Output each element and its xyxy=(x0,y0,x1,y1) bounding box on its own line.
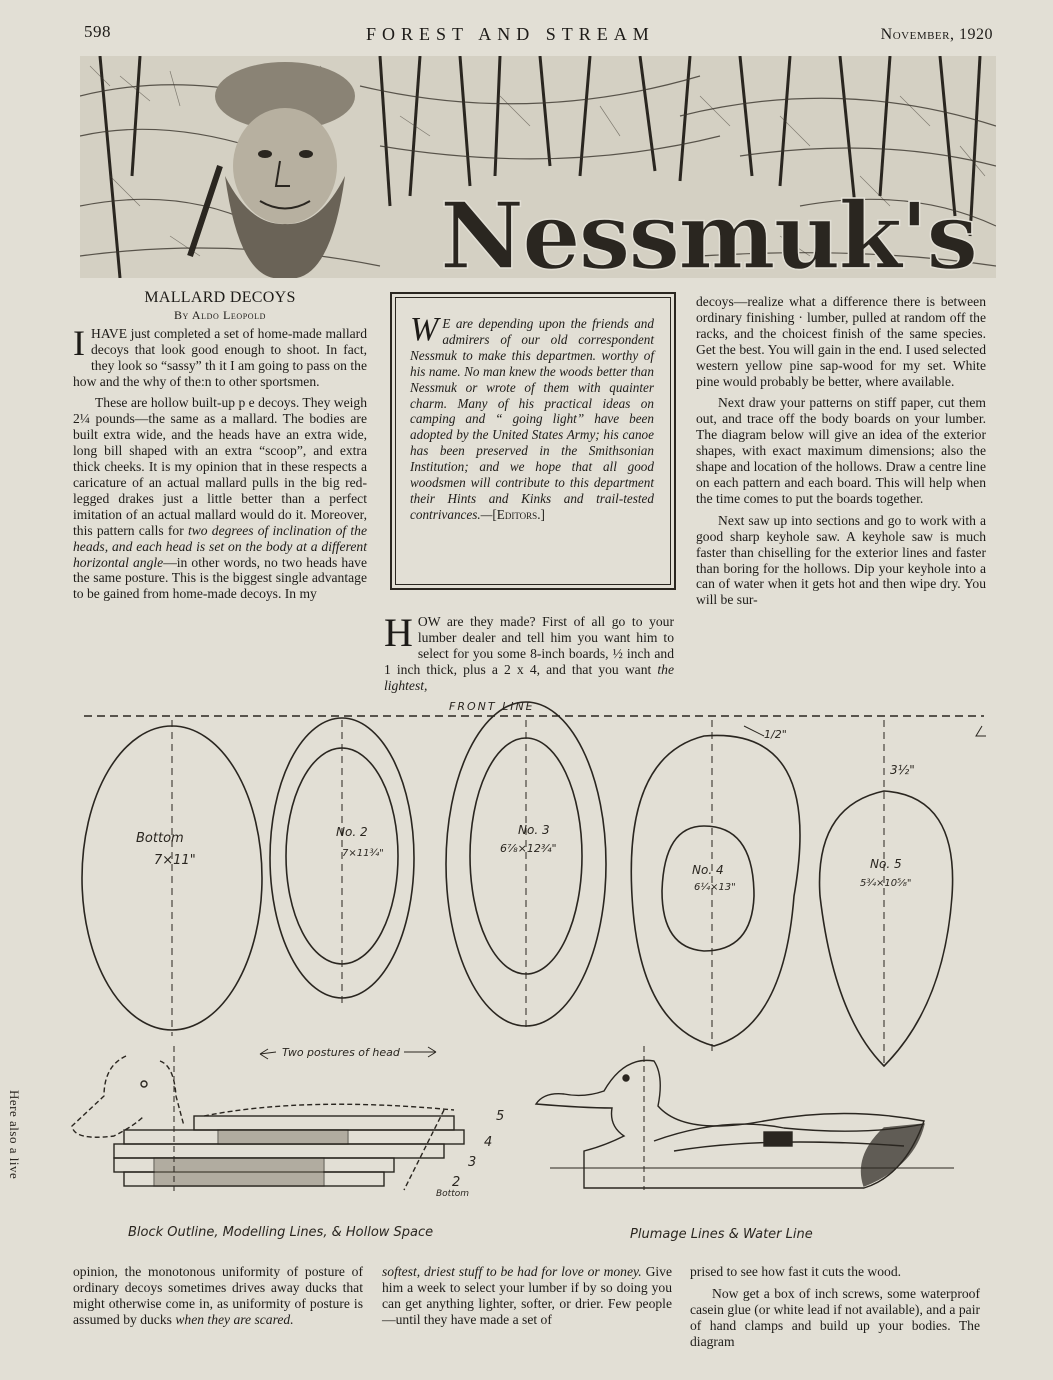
paragraph: Next saw up into sections and go to work with a good sharp keyhole saw. A keyhole saw is much faster than chiselling for the exterior lines and faster than boring for the hollows. Dip your keyhole into a can of water when it gets hot and then wipe dry. You will be sur- xyxy=(696,512,986,608)
paragraph xyxy=(73,395,367,602)
pattern-5-label: No. 5 xyxy=(870,857,902,871)
diagram-svg xyxy=(64,696,994,1256)
pattern-1-dims: 7×11" xyxy=(154,853,196,868)
editor-note-text: E are depending upon the friends and admirers of our old correspondent Nessmuk to make this departmen. worthy of his name. No man knew the woods better than Nessmuk or wrote of them with quainter charm. Many of his practical ideas on camping and “ going light” have been adopted by the United States Army; his canoe has been preserved in the Smithsonian Institution; and we hope that all good woodsmen will contribute to this department their Hints and Kinks and trail-tested contrivances.— xyxy=(410,316,654,522)
pattern-1-label: Bottom xyxy=(136,831,184,846)
issue-date: November, 1920 xyxy=(880,26,993,43)
paragraph xyxy=(73,1264,363,1328)
emphasis-text: softest, driest stuff to be had for love or money. xyxy=(382,1264,642,1279)
page-number: 598 xyxy=(84,22,111,41)
emphasis-text: when they are scared. xyxy=(175,1311,294,1327)
emphasis-text: the lightest, xyxy=(384,661,674,693)
bottom-column-3 xyxy=(690,1264,980,1356)
pattern-2-dims: 7×11¾" xyxy=(342,848,384,859)
drop-cap: W xyxy=(410,311,439,348)
magazine-title: FOREST AND STREAM xyxy=(366,24,655,44)
layer-label-bottom: Bottom xyxy=(436,1189,470,1199)
half-inch-label: 1/2" xyxy=(764,728,787,741)
column-3 xyxy=(696,294,986,614)
front-line-label: FRONT LINE xyxy=(449,700,535,713)
column-1 xyxy=(73,290,367,608)
paragraph-text: Give him a week to select your lumber if by so doing you can get anything lighter, softer, or drier. Few people—until they have made a set of xyxy=(382,1264,672,1327)
nessmuk-banner xyxy=(80,56,996,278)
paragraph: prised to see how fast it cuts the wood. xyxy=(690,1264,902,1279)
paragraph-text: These are hollow built-up p e decoys. They weigh 2¼ pounds—the same as a mallard. The bodies are built extra wide, and the heads have an extra wide, long bill shaped with an extra “scoop”, and extra thick cheeks. It is my opinion that in these respects a caricature of an actual mallard pulls in the big red-legged drakes just a little better than a perfect imitation of an actual mallard would do it. Moreover, this pattern calls for xyxy=(73,395,367,538)
plumage-decoy xyxy=(536,1046,954,1190)
postures-label: Two postures of head xyxy=(282,1046,400,1059)
banner-title: Nessmuk's xyxy=(440,182,977,278)
paragraph: Next draw your patterns on stiff paper, cut them out, and trace off the body boards on your lumber. The diagram below will give an idea of the exterior shapes, with exact maximum dimensions; also the shape and location of the hollows. Draw a centre line on each pattern and each board. This will help when the time comes to put the boards together. xyxy=(696,395,986,506)
paragraph-text: —in other words, no two heads have the same posture. This is the biggest single advantage to be gained from home-made decoys. In my xyxy=(73,554,367,602)
column-2 xyxy=(384,610,674,700)
caption-right: Plumage Lines & Water Line xyxy=(630,1227,813,1242)
pattern-5-outline xyxy=(820,791,953,1066)
paragraph xyxy=(384,610,674,694)
paragraph-text: opinion, the monotonous uniformity of posture of ordinary decoys sometimes drives away ducks that might otherwise come in, as uniformity of posture is assumed by ducks xyxy=(73,1264,363,1327)
paragraph-text: OW are they made? First of all go to your lumber dealer and tell him you want him to select for you some 8-inch boards, ½ inch and 1 inch thick, plus a 2 x 4, and that you want xyxy=(384,614,674,677)
editor-signature: [Editors.] xyxy=(492,506,545,522)
pattern-4-dims: 6¼×13" xyxy=(694,882,736,893)
caption-left: Block Outline, Modelling Lines, & Hollow Space xyxy=(128,1225,434,1240)
layer-label-4: 4 xyxy=(484,1135,493,1150)
article-byline: By Aldo Leopold xyxy=(173,307,267,322)
layer-label-3: 3 xyxy=(468,1155,477,1170)
pattern-3-label: No. 3 xyxy=(518,823,550,837)
margin-note: Here also a live xyxy=(7,1090,22,1180)
layer-label-5: 5 xyxy=(496,1109,505,1124)
pattern-5-dims: 5¾×10⁵⁄₈" xyxy=(860,878,912,889)
pattern-2-label: No. 2 xyxy=(336,825,368,839)
paragraph: decoys—realize what a difference there is between ordinary finishing · lumber, pulled at random off the racks, and the choicest finish of the same species. Get the best. You will gain in the end. I used selected western yellow pine sap-wood for my set. White pine would probably be better, where available. xyxy=(696,294,986,389)
paragraph-text: HAVE just completed a set of home-made mallard decoys that look good enough to shoot. In fact, they look so “sassy” th it I am going to pass on the how and the why of the:n to other sportsmen. xyxy=(73,325,367,389)
banner-illustration xyxy=(80,56,996,278)
paragraph xyxy=(73,322,367,390)
drop-cap: H xyxy=(384,610,413,655)
layer-label-2: 2 xyxy=(452,1175,461,1190)
decoy-pattern-diagram xyxy=(64,696,994,1256)
paragraph xyxy=(382,1264,672,1328)
paragraph: Now get a box of inch screws, some waterproof casein glue (or white lead if not available), and a pair of hand clamps and build up your bodies. The diagram xyxy=(690,1285,980,1349)
bottom-column-1 xyxy=(73,1264,363,1334)
article-title: MALLARD DECOYS xyxy=(144,289,296,306)
bottom-column-2 xyxy=(382,1264,672,1334)
block-outline-decoy xyxy=(72,1046,464,1191)
pattern-3-dims: 6⅞×12¾" xyxy=(500,842,557,855)
editor-note xyxy=(395,297,671,585)
pattern-4-label: No. 4 xyxy=(692,863,724,877)
three-half-label: 3½" xyxy=(890,763,915,777)
editor-note-box xyxy=(390,292,676,590)
emphasis-text: two degrees of inclination of the heads, and each head is set on the body at a different horizontal angle xyxy=(73,522,367,570)
drop-cap: I xyxy=(73,322,85,363)
running-head xyxy=(84,22,993,48)
